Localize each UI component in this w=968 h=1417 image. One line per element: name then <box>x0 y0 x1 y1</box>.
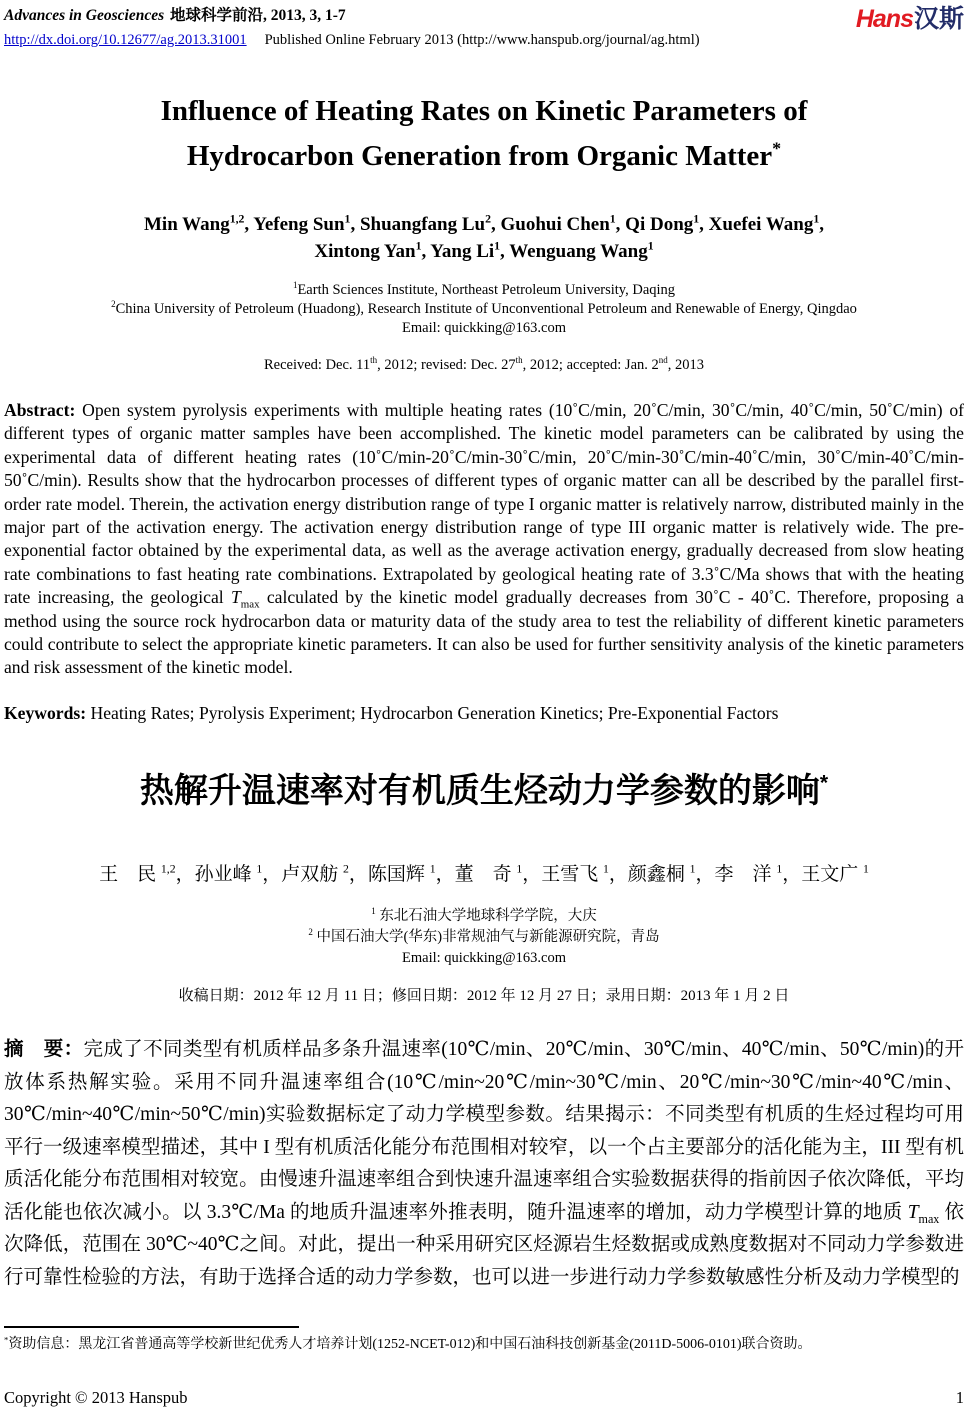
funding-footnote <box>4 1326 964 1354</box>
funding-footnote-text: *资助信息：黑龙江省普通高等学校新世纪优秀人才培养计划(1252-NCET-012)和中国石油科技创新基金(2011D-5006-0101)联合资助。 <box>4 1334 812 1352</box>
page-number: 1 <box>955 1388 964 1407</box>
abstract-en: Abstract: Open system pyrolysis experiments with multiple heating rates (10˚C/min, 20˚C/min, 30˚C/min, 40˚C/min, 50˚C/min) of different types of organic matter samples have been accomplished. The kinetic model parameters can be calibrated by using the experimental data of different heating rates (10˚C/min-20˚C/min-30˚C/min, 20˚C/min-30˚C/min-40˚C/min, 30˚C/min-40˚C/min-50˚C/min). Results show that the hydrocarbon processes of different types of organic matter can all be described by the parallel first-order rate model. Therein, the activation energy distribution range of type I organic matter is relatively narrow, distributed mainly in the major part of the activation energy. The activation energy distribution range of type III organic matter is relatively wide. The pre-exponential factor obtained by the experimental data, as well as the average activation energy, gradually decreased from slow heating rate combinations to fast heating rate combinations. Extrapolated by geological heating rate of 3.3˚C/Ma shows that with the heating rate increasing, the geological $T_{max}$ calculated by the kinetic model gradually decreases from 30˚C - 40˚C. Therefore, proposing a method using the source rock hydrocarbon data or maturity data of the study area to test the reliability of different kinetic parameters could contribute to select the appropriate kinetic parameters. It can also be used for further sensitivity analysis of the kinetic parameters and risk assessment of the kinetic model. <box>4 400 964 678</box>
email-cn: Email: quickking@163.com <box>402 950 566 967</box>
affiliations-cn <box>4 906 964 969</box>
footnote-rule <box>4 1326 299 1328</box>
paper-title-en <box>4 89 964 179</box>
authors-en <box>4 211 964 265</box>
paper-title-cn: 热解升温速率对有机质生烃动力学参数的影响* <box>139 771 829 811</box>
hans-logo-latin: Hans <box>855 5 913 33</box>
email-en: Email: quickking@163.com <box>402 320 566 336</box>
authors-en-line2: Xintong Yan$^1$, Yang Li$^1$, Wenguang Wang$^1$ <box>314 239 654 262</box>
page-footer <box>4 1388 964 1408</box>
keywords-en: Keywords: Heating Rates; Pyrolysis Experiment; Hydrocarbon Generation Kinetics; Pre-Exponential Factors <box>4 702 779 723</box>
hans-logo <box>856 6 964 32</box>
authors-cn: 王 民 $^{1,2}$，孙业峰 $^1$，卢双舫 $^2$，陈国辉 $^1$，董 奇 $^1$，王雪飞 $^1$，颜鑫桐 $^1$，李 洋 $^1$，王文广 $^1$ <box>99 862 869 886</box>
published-info: Published Online February 2013 (http://www.hanspub.org/journal/ag.html) <box>264 32 700 48</box>
hans-logo-cn: 汉斯 <box>913 5 964 33</box>
abstract-cn: 摘 要：完成了不同类型有机质样品多条升温速率(10℃/min、20℃/min、30℃/min、40℃/min、50℃/min)的开放体系热解实验。采用不同升温速率组合(10℃/min~20℃/min~30℃/min、20℃/min~30℃/min~40℃/min、30℃/min~40℃/min~50℃/min)实验数据标定了动力学模型参数。结果揭示：不同类型有机质的生烃过程均可用平行一级速率模型描述，其中 I 型有机质活化能分布范围相对较窄，以一个占主要部分的活化能为主，III 型有机质活化能分布范围相对较宽。由慢速升温速率组合到快速升温速率组合实验数据获得的指前因子依次降低，平均活化能也依次减小。以 3.3℃/Ma 的地质升温速率外推表明，随升温速率的增加，动力学模型计算的地质 $T_{max}$ 依次降低，范围在 30℃~40℃之间。对此，提出一种采用研究区烃源岩生烃数据或成熟度数据对不同动力学参数进行可靠性检验的方法，有助于选择合适的动力学参数，也可以进一步进行动力学参数敏感性分析及动力学模型的 <box>4 1039 964 1288</box>
doi-line <box>4 31 700 49</box>
footer-copyright: Copyright © 2013 Hanspub <box>4 1388 188 1407</box>
received-dates-cn: 收稿日期：2012 年 12 月 11 日；修回日期：2012 年 12 月 27 日；录用日期：2013 年 1 月 2 日 <box>178 988 790 1005</box>
affiliations-en <box>4 281 964 338</box>
received-dates-en: Received: Dec. 11th, 2012; revised: Dec. 27th, 2012; accepted: Jan. 2nd, 2013 <box>263 355 704 373</box>
paper-title-en-line2: Hydrocarbon Generation from Organic Matter* <box>186 138 782 172</box>
affiliation-en-1: $^1$Earth Sciences Institute, Northeast Petroleum University, Daqing <box>292 280 676 298</box>
affiliation-cn-2: $^2$ 中国石油大学(华东)非常规油气与新能源研究院，青岛 <box>308 927 660 946</box>
doi-link[interactable]: http://dx.doi.org/10.12677/ag.2013.31001 <box>4 32 247 48</box>
journal-title: Advances in Geosciences 地球科学前沿, 2013, 3, 1-7 <box>4 7 346 24</box>
authors-en-line1: Min Wang$^{1,2}$, Yefeng Sun$^1$, Shuangfang Lu$^2$, Guohui Chen$^1$, Qi Dong$^1$, Xuefei Wang$^1$, <box>143 212 824 235</box>
paper-title-en-line1: Influence of Heating Rates on Kinetic Parameters of <box>160 95 808 127</box>
affiliation-cn-1: $^1$ 东北石油大学地球科学学院，大庆 <box>371 906 597 925</box>
affiliation-en-2: $^2$China University of Petroleum (Huadong), Research Institute of Unconventional Petroleum and Renewable of Energy, Qingdao <box>111 299 857 317</box>
journal-header-left <box>4 6 700 49</box>
journal-header <box>4 6 964 49</box>
